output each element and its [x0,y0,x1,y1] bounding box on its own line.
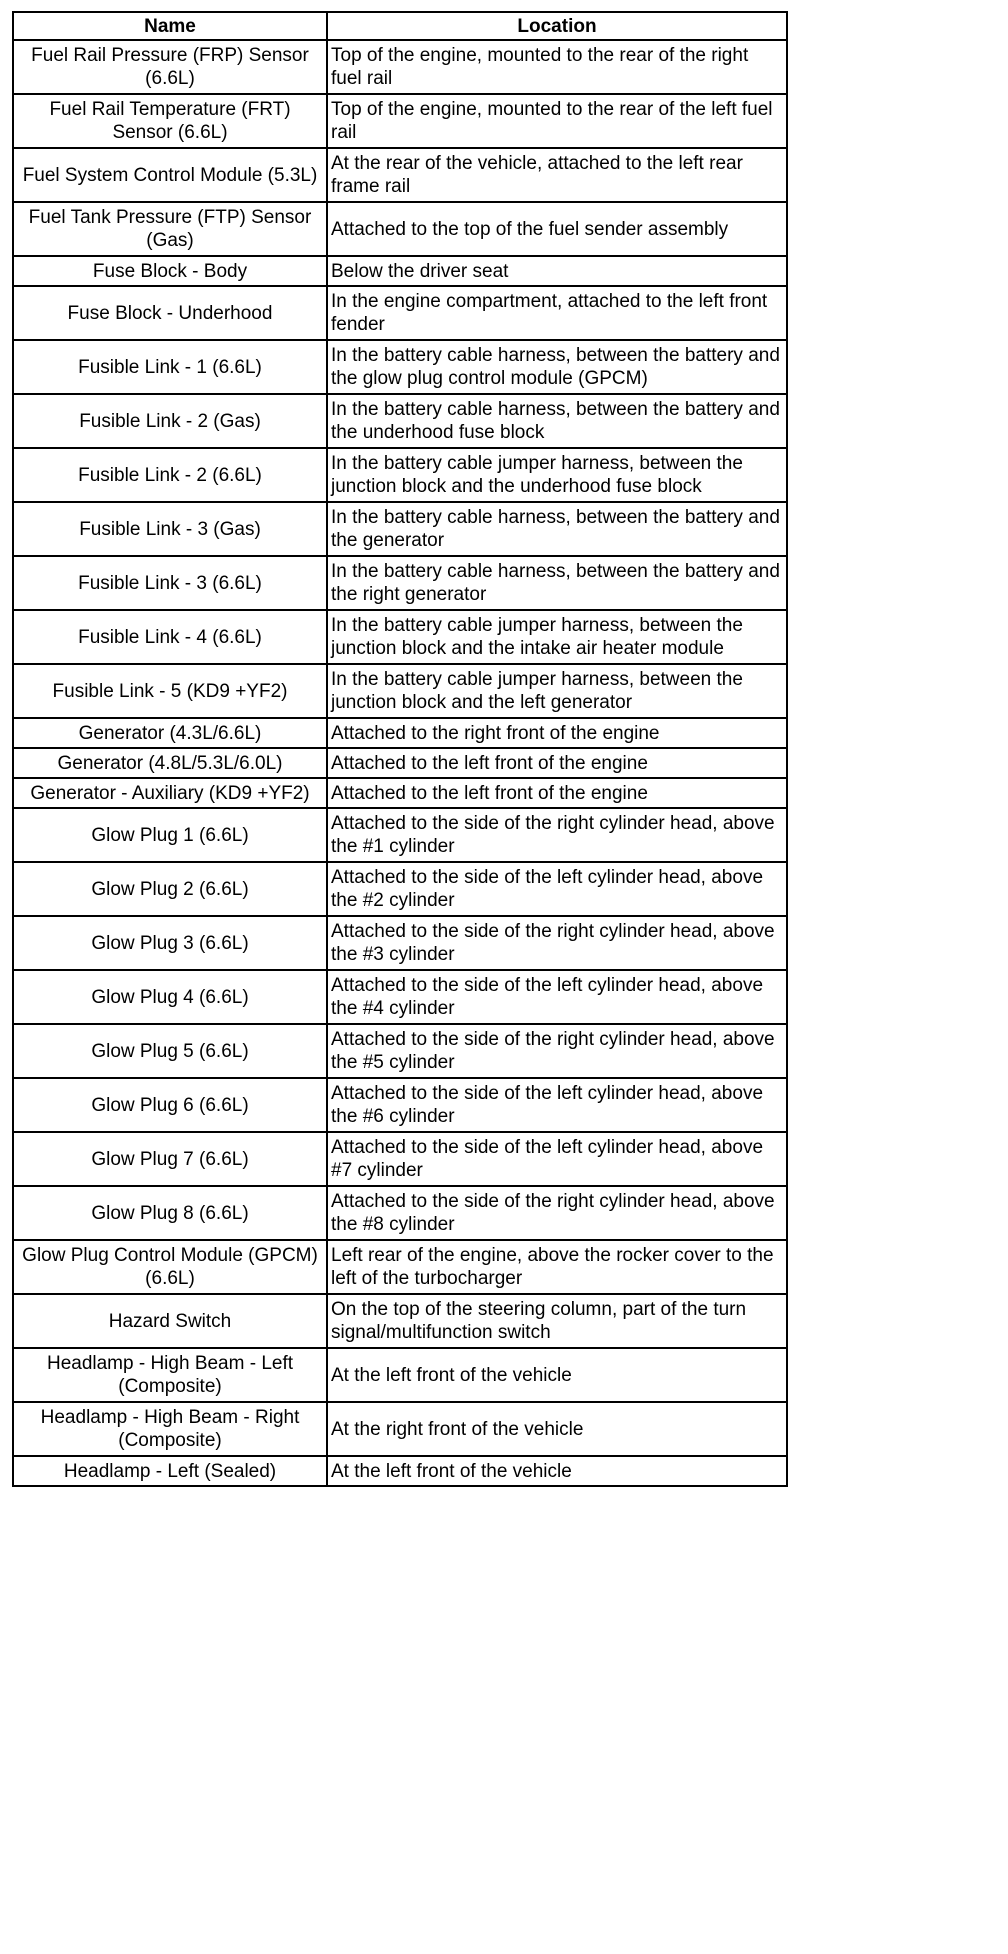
table-row [13,748,787,778]
name-cell: Fuel Rail Pressure (FRP) Sensor (6.6L) [13,40,327,94]
location-cell: In the battery cable harness, between the battery and the underhood fuse block [327,394,787,448]
table-row [13,148,787,202]
location-cell: Attached to the right front of the engine [327,718,787,748]
name-cell: Generator - Auxiliary (KD9 +YF2) [13,778,327,808]
location-cell: Attached to the left front of the engine [327,748,787,778]
table-row [13,970,787,1024]
table-row [13,394,787,448]
table-row [13,1456,787,1486]
location-cell: Left rear of the engine, above the rocker cover to the left of the turbocharger [327,1240,787,1294]
location-cell: Attached to the side of the right cylinder head, above the #1 cylinder [327,808,787,862]
location-cell: Top of the engine, mounted to the rear of the right fuel rail [327,40,787,94]
location-cell: Attached to the side of the right cylinder head, above the #8 cylinder [327,1186,787,1240]
location-cell: At the right front of the vehicle [327,1402,787,1456]
location-cell: Top of the engine, mounted to the rear of the left fuel rail [327,94,787,148]
location-cell: On the top of the steering column, part of the turn signal/multifunction switch [327,1294,787,1348]
table-row [13,40,787,94]
location-cell: Attached to the side of the left cylinder head, above #7 cylinder [327,1132,787,1186]
name-cell: Headlamp - Left (Sealed) [13,1456,327,1486]
table-row [13,286,787,340]
name-cell: Glow Plug 1 (6.6L) [13,808,327,862]
name-cell: Glow Plug 8 (6.6L) [13,1186,327,1240]
location-cell: In the battery cable harness, between the battery and the generator [327,502,787,556]
name-cell: Fusible Link - 2 (Gas) [13,394,327,448]
table-row [13,1132,787,1186]
table-row [13,256,787,286]
location-cell: At the left front of the vehicle [327,1456,787,1486]
table-row [13,1348,787,1402]
table-body [13,40,787,1486]
name-cell: Hazard Switch [13,1294,327,1348]
location-cell: Attached to the side of the right cylinder head, above the #5 cylinder [327,1024,787,1078]
table-row [13,94,787,148]
location-cell: At the rear of the vehicle, attached to the left rear frame rail [327,148,787,202]
table-row [13,610,787,664]
location-cell: In the battery cable harness, between the battery and the glow plug control module (GPCM) [327,340,787,394]
name-cell: Generator (4.8L/5.3L/6.0L) [13,748,327,778]
table-row [13,1078,787,1132]
component-location-table [12,11,788,1487]
location-cell: At the left front of the vehicle [327,1348,787,1402]
name-cell: Fuel System Control Module (5.3L) [13,148,327,202]
table-header [13,12,787,40]
location-cell: In the battery cable jumper harness, between the junction block and the underhood fuse block [327,448,787,502]
table-row [13,808,787,862]
table-row [13,916,787,970]
name-cell: Fusible Link - 1 (6.6L) [13,340,327,394]
name-cell: Fusible Link - 4 (6.6L) [13,610,327,664]
location-cell: Attached to the left front of the engine [327,778,787,808]
table-row [13,1024,787,1078]
location-cell: Attached to the side of the left cylinder head, above the #6 cylinder [327,1078,787,1132]
header-row [13,12,787,40]
table-row [13,502,787,556]
column-header-name: Name [13,12,327,40]
table-row [13,556,787,610]
name-cell: Headlamp - High Beam - Right (Composite) [13,1402,327,1456]
name-cell: Glow Plug 7 (6.6L) [13,1132,327,1186]
location-cell: In the battery cable harness, between the battery and the right generator [327,556,787,610]
table-row [13,718,787,748]
name-cell: Fuel Tank Pressure (FTP) Sensor (Gas) [13,202,327,256]
table-row [13,1402,787,1456]
location-cell: Attached to the side of the left cylinder head, above the #4 cylinder [327,970,787,1024]
name-cell: Headlamp - High Beam - Left (Composite) [13,1348,327,1402]
location-cell: In the battery cable jumper harness, between the junction block and the left generator [327,664,787,718]
table-row [13,1186,787,1240]
table-row [13,862,787,916]
name-cell: Fusible Link - 2 (6.6L) [13,448,327,502]
location-cell: Attached to the side of the right cylinder head, above the #3 cylinder [327,916,787,970]
location-cell: Attached to the side of the left cylinder head, above the #2 cylinder [327,862,787,916]
location-cell: Attached to the top of the fuel sender assembly [327,202,787,256]
name-cell: Fuse Block - Underhood [13,286,327,340]
column-header-location: Location [327,12,787,40]
location-cell: In the engine compartment, attached to the left front fender [327,286,787,340]
name-cell: Glow Plug Control Module (GPCM) (6.6L) [13,1240,327,1294]
table-row [13,664,787,718]
name-cell: Fuel Rail Temperature (FRT) Sensor (6.6L) [13,94,327,148]
name-cell: Glow Plug 4 (6.6L) [13,970,327,1024]
table-row [13,778,787,808]
location-cell: Below the driver seat [327,256,787,286]
table-row [13,1294,787,1348]
table-row [13,448,787,502]
location-cell: In the battery cable jumper harness, between the junction block and the intake air heater module [327,610,787,664]
table-row [13,1240,787,1294]
name-cell: Fusible Link - 3 (6.6L) [13,556,327,610]
name-cell: Fuse Block - Body [13,256,327,286]
name-cell: Glow Plug 6 (6.6L) [13,1078,327,1132]
name-cell: Glow Plug 2 (6.6L) [13,862,327,916]
table-row [13,202,787,256]
name-cell: Generator (4.3L/6.6L) [13,718,327,748]
name-cell: Fusible Link - 5 (KD9 +YF2) [13,664,327,718]
table-row [13,340,787,394]
name-cell: Glow Plug 3 (6.6L) [13,916,327,970]
name-cell: Fusible Link - 3 (Gas) [13,502,327,556]
name-cell: Glow Plug 5 (6.6L) [13,1024,327,1078]
